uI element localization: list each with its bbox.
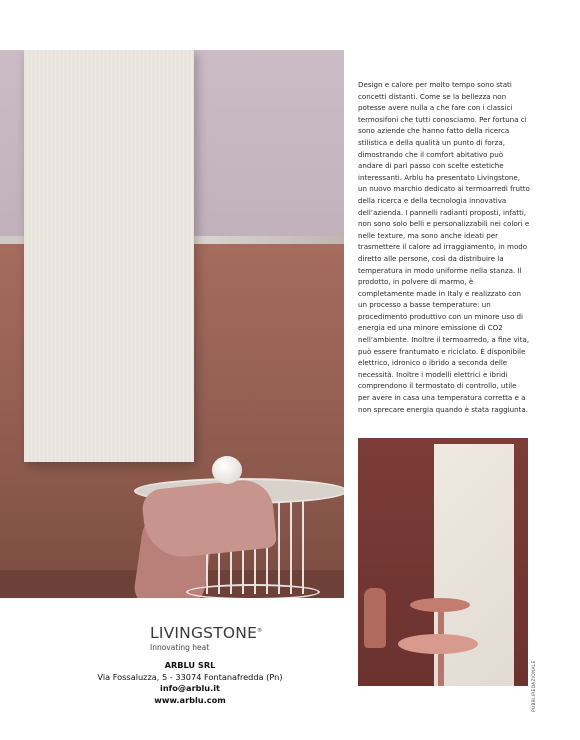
brand-name-text: LIVINGSTONE xyxy=(150,624,258,642)
company-website[interactable]: www.arblu.com xyxy=(154,694,226,705)
shelf-lower xyxy=(398,634,478,654)
advertorial-label-text: PUBBLIREDAZIONALE xyxy=(532,660,537,712)
article-body: Design e calore per molto tempo sono stati concetti distanti. Come se la bellezza non potesse avere nulla a che fare con i classici termosifoni che tutti conosciamo. Per fortuna ci sono aziende che hanno fatto della ricerca stilistica e della qualità un punto di forza, dimostrando che il comfort abitativo può andare di pari passo con scelte estetiche interessanti. Arblu ha presentato Livingstone, un nuovo marchio dedicato ai termoarredi frutto della ricerca e della tecnologia innovativa dell’azienda. I pannelli radianti proposti, infatti, non sono solo belli e personalizzabili nei colori e nelle texture, ma sono anche ideati per trasmettere il calore ad irraggiamento, in modo diretto alle persone, così da distribuire la temperatura in modo uniforme nella stanza. Il prodotto, in polvere di marmo, è completamente made in Italy e realizzato con un processo a basse temperature: un procedimento produttivo con un minore uso di energia ed una minore emissione di CO2 nell’ambiente. Inoltre il termoarredo, a fine vita, può essere frantumato e riciclato. È disponibile elettrico, idronico o ibrido a seconda delle necessità. Inoltre i modelli elettrici e ibridi comprendono il termostato di controllo, utile per avere in casa una temperatura corretta e a non sprecare energia quando è stata raggiunta. xyxy=(358,80,530,414)
vase xyxy=(364,588,386,648)
company-email[interactable]: info@arblu.it xyxy=(160,683,220,694)
shelf-upper xyxy=(410,598,470,612)
brand-tagline: Innovating heat xyxy=(150,643,210,652)
registered-mark: ® xyxy=(257,627,263,634)
main-product-photo xyxy=(0,50,344,598)
advertorial-label xyxy=(532,640,542,712)
brand-logo xyxy=(150,624,270,652)
contact-block xyxy=(60,660,320,706)
company-address: Via Fossaluzza, 5 - 33074 Fontanafredda (Pn) xyxy=(97,671,283,682)
white-vase xyxy=(212,456,242,484)
towel xyxy=(141,477,278,560)
radiator-panel xyxy=(24,50,194,462)
side-table-base xyxy=(186,584,320,598)
secondary-product-photo xyxy=(358,438,528,686)
brand-name xyxy=(150,624,270,642)
company-name: ARBLU SRL xyxy=(164,660,216,670)
